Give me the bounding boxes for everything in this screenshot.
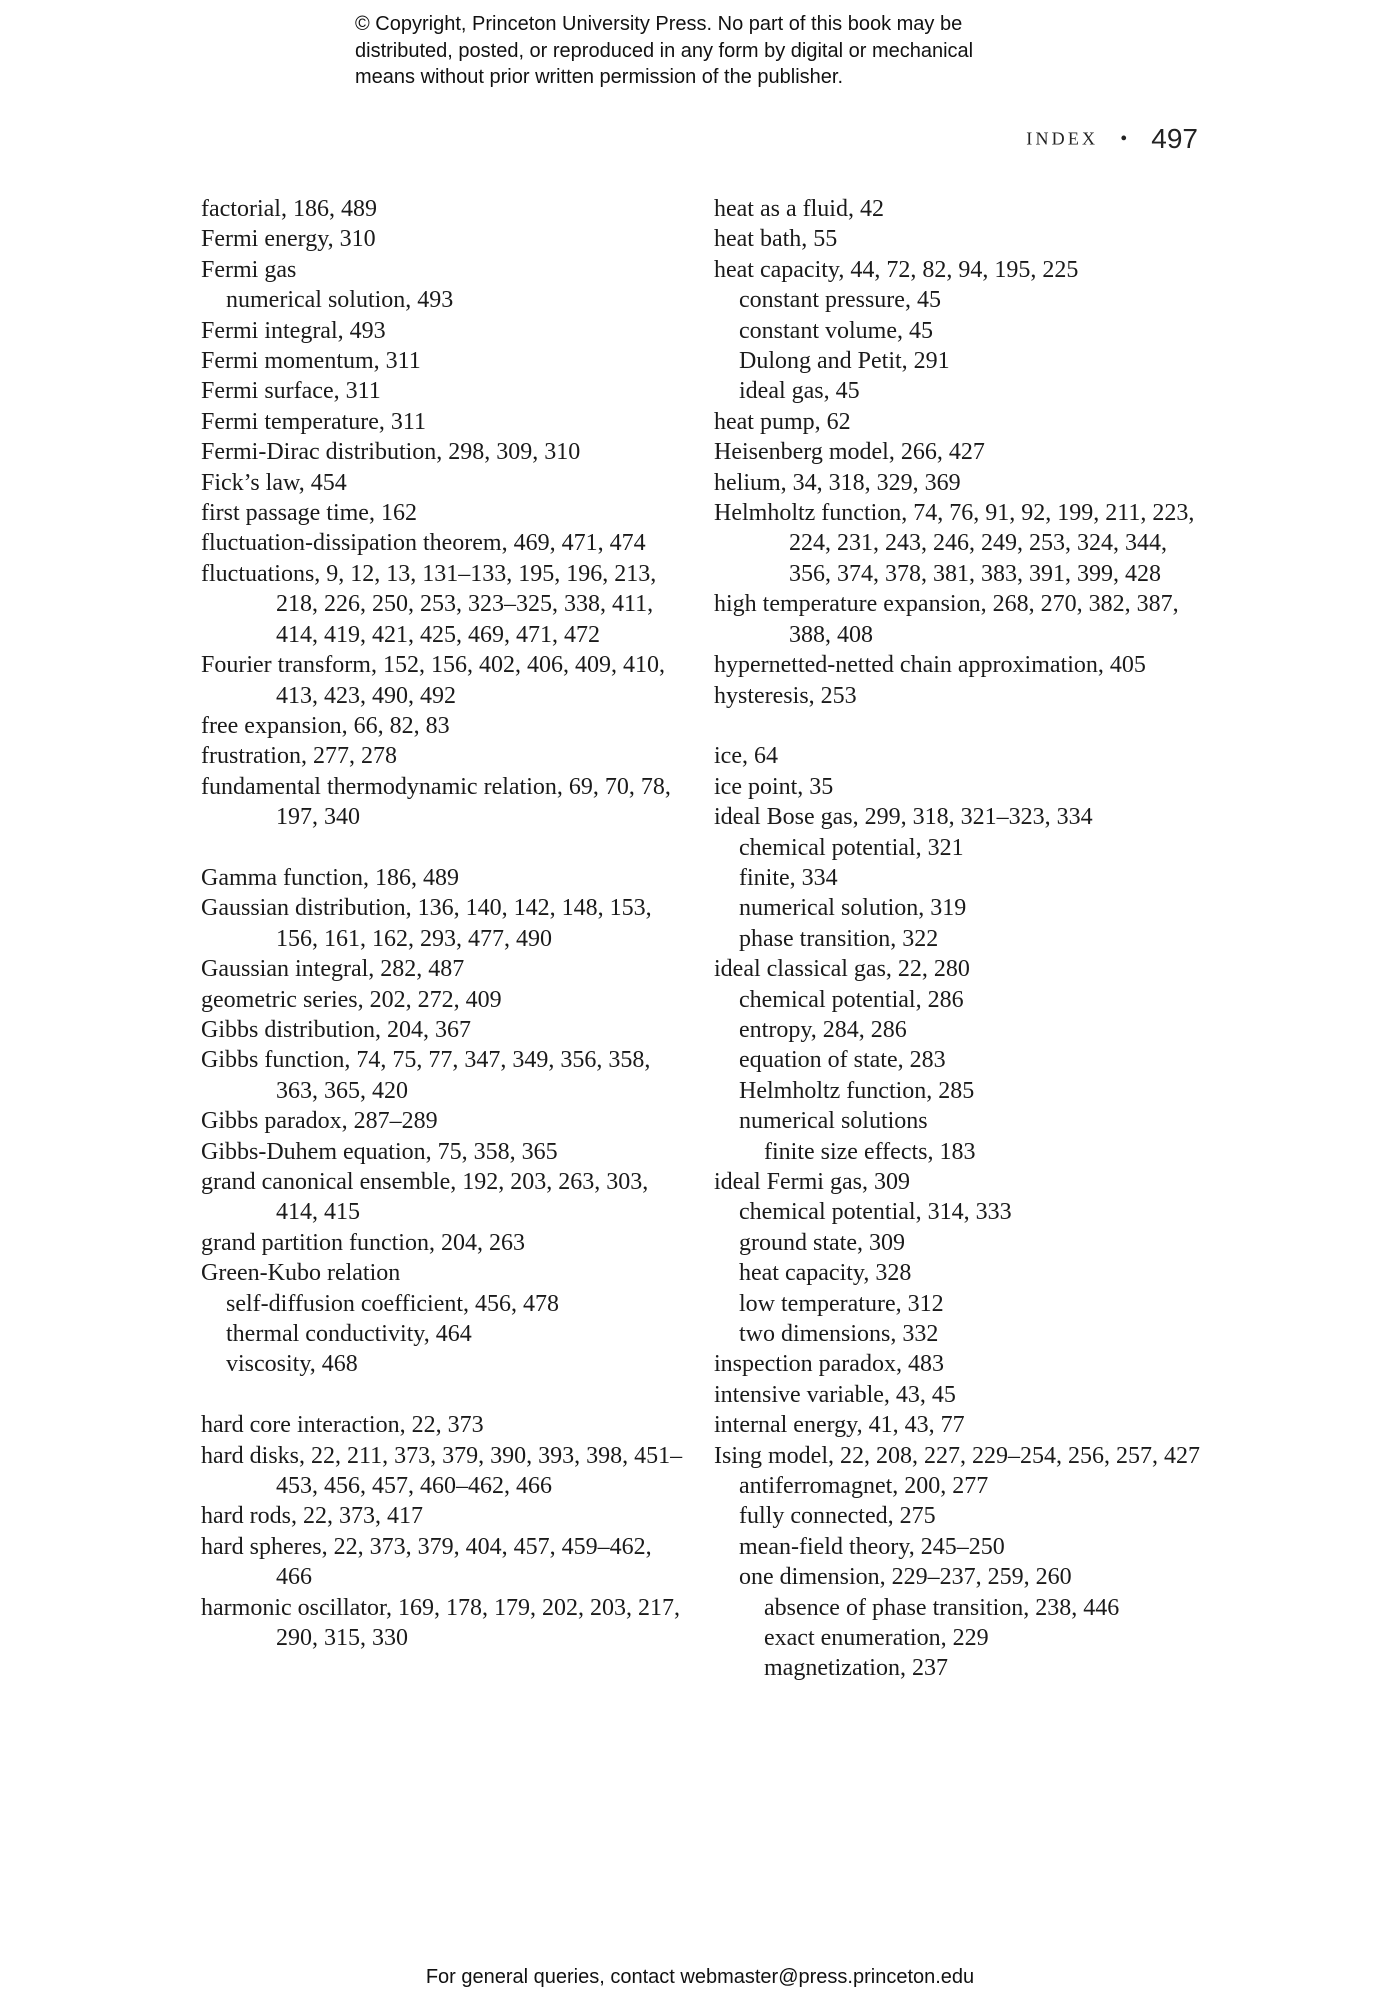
index-subentry: fully connected, 275 [739, 1503, 936, 1530]
index-entry: Gibbs paradox, 287–289 [201, 1108, 438, 1135]
index-entry: factorial, 186, 489 [201, 196, 377, 222]
index-entry: Ising model, 22, 208, 227, 229–254, 256, 257, 427 [714, 1442, 1200, 1469]
index-entry: heat capacity, 44, 72, 82, 94, 195, 225 [714, 256, 1079, 283]
index-entry: fluctuations, 9, 12, 13, 131–133, 195, 196, 213, 218, 226, 250, 253, 323–325, 338, 411, 414, 419, 421, 425, 469, 471, 472 [201, 560, 657, 648]
index-subentry: numerical solution, 319 [739, 895, 967, 922]
index-entry: Gibbs-Duhem equation, 75, 358, 365 [201, 1138, 558, 1165]
letter-group-gap [201, 833, 691, 863]
index-entry: heat bath, 55 [714, 226, 838, 253]
index-subentry: numerical solution, 493 [226, 287, 454, 314]
index-entry: Green-Kubo relation [201, 1260, 401, 1287]
letter-group-gap [201, 1380, 691, 1410]
index-entry: hard rods, 22, 373, 417 [201, 1503, 423, 1530]
index-entry: hypernetted-netted chain approximation, 405 [714, 652, 1146, 679]
index-subentry: magnetization, 237 [764, 1655, 948, 1682]
copyright-line: distributed, posted, or reproduced in any form by digital or mechanical [355, 39, 974, 62]
index-entry: intensive variable, 43, 45 [714, 1381, 956, 1408]
index-entry: fundamental thermodynamic relation, 69, 70, 78, 197, 340 [201, 773, 671, 831]
index-subentry: thermal conductivity, 464 [226, 1321, 472, 1348]
index-subentry: finite size effects, 183 [764, 1138, 976, 1165]
index-entry: inspection paradox, 483 [714, 1351, 944, 1378]
index-entry: ideal Fermi gas, 309 [714, 1168, 910, 1195]
index-column-left [201, 194, 691, 1653]
index-entry: hard spheres, 22, 373, 379, 404, 457, 459–462, 466 [201, 1533, 652, 1591]
index-entry: harmonic oscillator, 169, 178, 179, 202, 203, 217, 290, 315, 330 [201, 1594, 680, 1652]
index-subentry: equation of state, 283 [739, 1047, 946, 1074]
index-entry: Fourier transform, 152, 156, 402, 406, 409, 410, 413, 423, 490, 492 [201, 652, 665, 709]
index-subentry: self-diffusion coefficient, 456, 478 [226, 1290, 560, 1317]
index-entry: Heisenberg model, 266, 427 [714, 439, 985, 466]
index-entry: heat as a fluid, 42 [714, 196, 884, 222]
index-entry: Gibbs function, 74, 75, 77, 347, 349, 356, 358, 363, 365, 420 [201, 1047, 651, 1104]
index-entry: Fermi surface, 311 [201, 378, 381, 405]
index-entry: Fick’s law, 454 [201, 469, 347, 496]
index-entry: Fermi-Dirac distribution, 298, 309, 310 [201, 439, 581, 466]
copyright-line: © Copyright, Princeton University Press. No part of this book may be [355, 13, 963, 35]
index-subentry: one dimension, 229–237, 259, 260 [739, 1564, 1072, 1591]
index-entry: geometric series, 202, 272, 409 [201, 986, 502, 1013]
index-subentry: Dulong and Petit, 291 [739, 348, 950, 375]
footer-contact: For general queries, contact webmaster@press.princeton.edu [425, 1966, 975, 1988]
index-entry: Gaussian integral, 282, 487 [201, 956, 465, 983]
index-entry: grand partition function, 204, 263 [201, 1229, 525, 1256]
index-entry: Fermi energy, 310 [201, 226, 376, 253]
running-head [1026, 123, 1198, 155]
index-subentry: mean-field theory, 245–250 [739, 1533, 1005, 1560]
index-subentry: constant pressure, 45 [739, 287, 941, 314]
index-entry: Helmholtz function, 74, 76, 91, 92, 199, 211, 223, 224, 231, 243, 246, 249, 253, 324, 344, 356, 374, 378, 381, 383, 391, 399, 428 [714, 500, 1195, 587]
index-entry: first passage time, 162 [201, 500, 417, 527]
letter-group-gap [714, 711, 1204, 741]
index-entry: ice, 64 [714, 743, 778, 770]
index-entry: heat pump, 62 [714, 408, 851, 435]
index-subentry: phase transition, 322 [739, 925, 939, 952]
index-entry: free expansion, 66, 82, 83 [201, 712, 450, 739]
index-subentry: numerical solutions [739, 1108, 928, 1135]
index-entry: helium, 34, 318, 329, 369 [714, 469, 961, 496]
index-subentry: chemical potential, 286 [739, 986, 964, 1013]
index-entry: Fermi gas [201, 256, 297, 283]
index-subentry: constant volume, 45 [739, 317, 933, 344]
index-subentry: ground state, 309 [739, 1229, 905, 1256]
page-number: 497 [1151, 123, 1198, 154]
index-entry: Fermi momentum, 311 [201, 348, 421, 375]
bullet-separator: • [1120, 127, 1128, 150]
index-subentry: two dimensions, 332 [739, 1321, 939, 1348]
index-subentry: viscosity, 468 [226, 1351, 358, 1378]
index-subentry: finite, 334 [739, 864, 838, 891]
index-subentry: low temperature, 312 [739, 1290, 944, 1317]
index-entry: hard core interaction, 22, 373 [201, 1412, 484, 1439]
copyright-notice [355, 11, 1115, 91]
index-column-right [714, 194, 1204, 1684]
index-subentry: antiferromagnet, 200, 277 [739, 1473, 989, 1500]
index-subentry: ideal gas, 45 [739, 378, 860, 405]
index-subentry: Helmholtz function, 285 [739, 1077, 975, 1104]
index-subentry: chemical potential, 321 [739, 834, 964, 861]
index-entry: frustration, 277, 278 [201, 743, 397, 770]
index-subentry: chemical potential, 314, 333 [739, 1199, 1012, 1226]
index-entry: internal energy, 41, 43, 77 [714, 1412, 965, 1439]
index-entry: Gibbs distribution, 204, 367 [201, 1016, 472, 1043]
index-entry: Gamma function, 186, 489 [201, 864, 459, 891]
index-entry: ideal classical gas, 22, 280 [714, 956, 970, 983]
index-subentry: exact enumeration, 229 [764, 1625, 989, 1652]
index-entry: hysteresis, 253 [714, 682, 857, 709]
index-entry: ideal Bose gas, 299, 318, 321–323, 334 [714, 804, 1093, 831]
index-entry: Fermi integral, 493 [201, 317, 386, 344]
section-label: INDEX [1026, 128, 1099, 149]
index-entry: Gaussian distribution, 136, 140, 142, 148, 153, 156, 161, 162, 293, 477, 490 [201, 895, 652, 952]
index-entry: ice point, 35 [714, 773, 834, 800]
index-subentry: absence of phase transition, 238, 446 [764, 1594, 1120, 1621]
index-entry: grand canonical ensemble, 192, 203, 263, 303, 414, 415 [201, 1168, 649, 1226]
index-entry: high temperature expansion, 268, 270, 382, 387, 388, 408 [714, 591, 1179, 648]
index-subentry: heat capacity, 328 [739, 1260, 912, 1287]
index-entry: fluctuation-dissipation theorem, 469, 471, 474 [201, 530, 646, 557]
index-entry: Fermi temperature, 311 [201, 408, 427, 435]
copyright-line: means without prior written permission of the publisher. [355, 66, 844, 88]
index-entry: hard disks, 22, 211, 373, 379, 390, 393, 398, 451–453, 456, 457, 460–462, 466 [201, 1442, 683, 1500]
index-subentry: entropy, 284, 286 [739, 1016, 907, 1043]
